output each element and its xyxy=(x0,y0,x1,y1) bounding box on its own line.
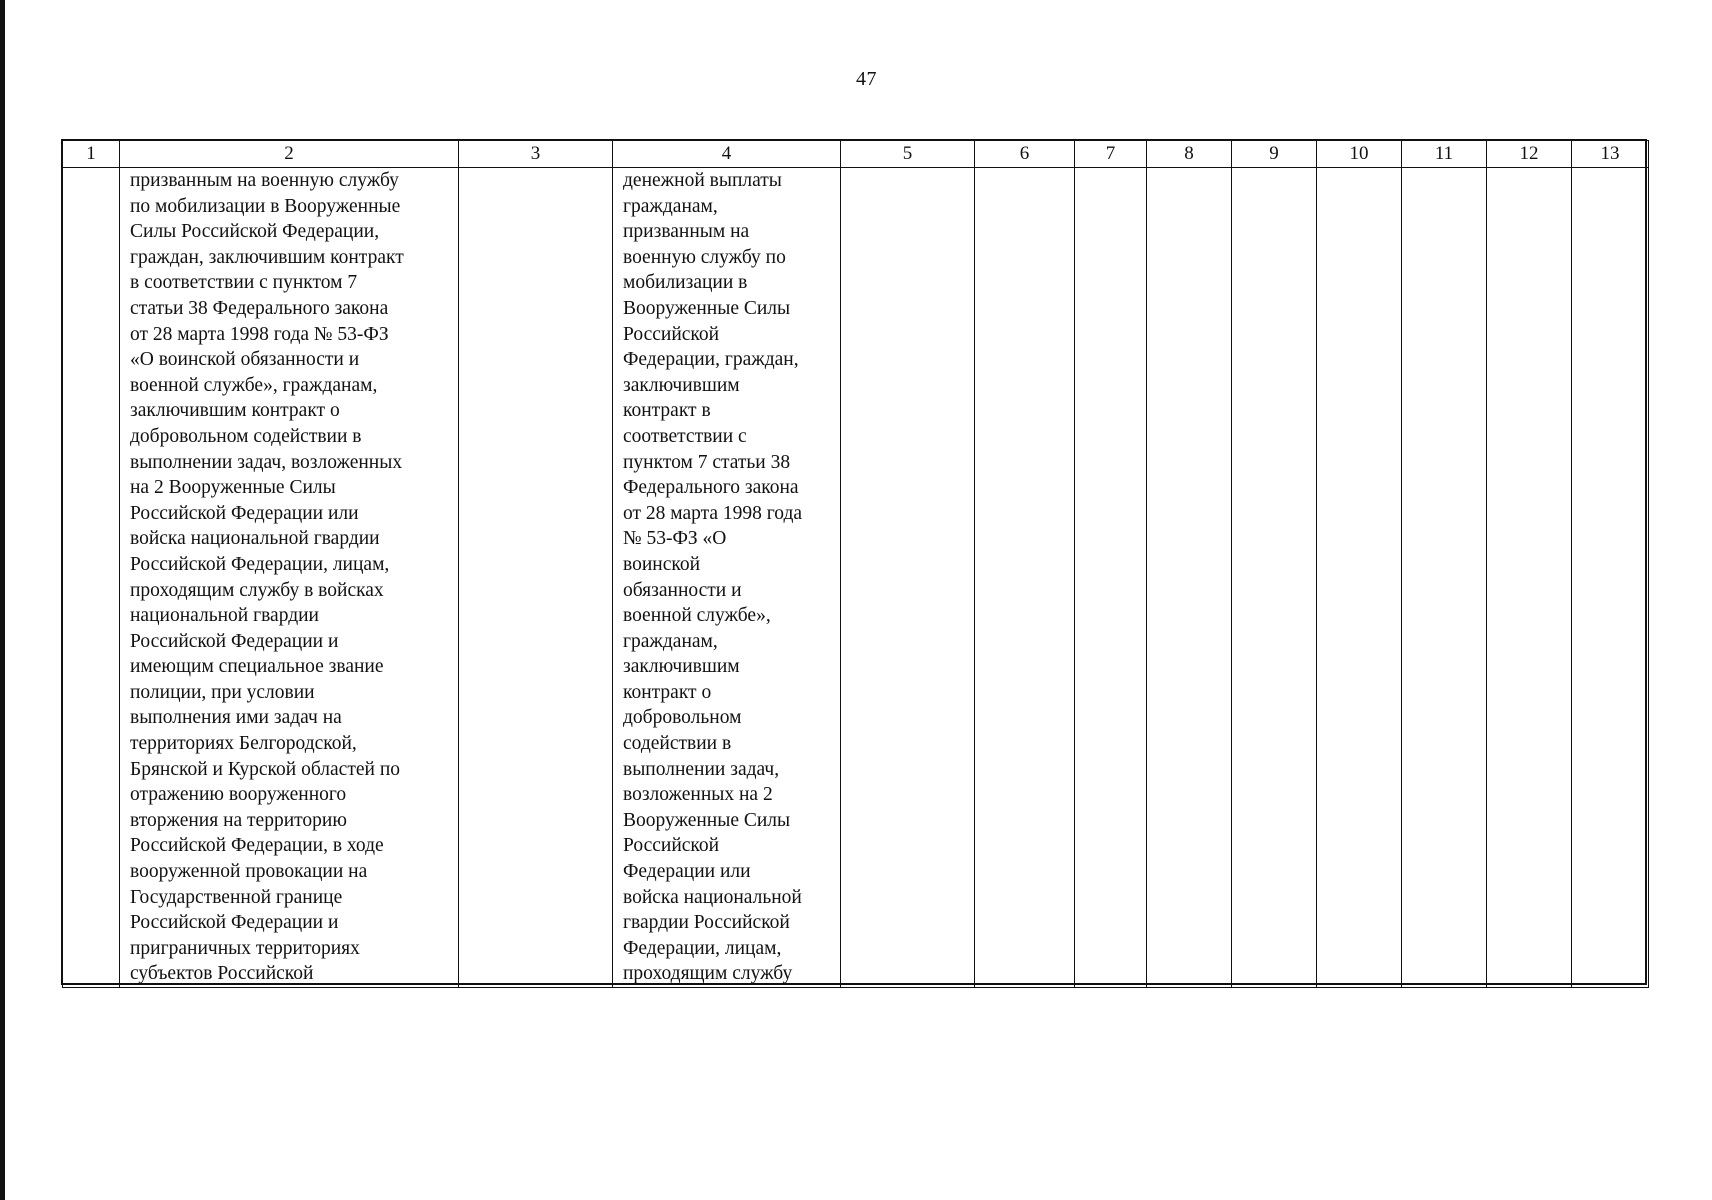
text-line: вооруженной провокации на xyxy=(130,861,368,883)
text-line: заключившим контракт о xyxy=(130,400,340,422)
text-line: Российской Федерации или xyxy=(130,502,359,524)
cell-col-1 xyxy=(63,168,120,988)
text-line: добровольном xyxy=(623,707,742,729)
column-header-3: 3 xyxy=(459,141,613,168)
text-line: денежной выплаты xyxy=(623,170,782,191)
cell-col-12 xyxy=(1487,168,1572,988)
text-line: Российской xyxy=(623,323,720,345)
text-line: Российской Федерации и xyxy=(130,630,339,652)
text-line: территориях Белгородской, xyxy=(130,733,357,755)
column-header-12: 12 xyxy=(1487,141,1572,168)
text-line: гражданам, xyxy=(623,195,718,217)
cell-col-8 xyxy=(1147,168,1232,988)
text-line: возложенных на 2 xyxy=(623,784,773,806)
cell-col-6 xyxy=(975,168,1075,988)
text-line: Российской Федерации, в ходе xyxy=(130,835,384,857)
scan-left-edge xyxy=(0,0,5,1200)
text-line: № 53-ФЗ «О xyxy=(623,528,727,550)
text-line: от 28 марта 1998 года xyxy=(623,502,803,524)
column-header-2: 2 xyxy=(120,141,459,168)
text-line: выполнении задач, возложенных xyxy=(130,451,403,473)
text-line: субъектов Российской xyxy=(130,963,314,985)
text-line: проходящим службу xyxy=(623,963,793,985)
text-line: пунктом 7 статьи 38 xyxy=(623,451,791,473)
cell-col-2 xyxy=(120,168,459,988)
cell-col-3 xyxy=(459,168,613,988)
document-table xyxy=(62,140,1649,988)
text-line: обязанности и xyxy=(623,579,742,601)
column-header-11: 11 xyxy=(1402,141,1487,168)
text-line: в соответствии с пунктом 7 xyxy=(130,272,358,294)
text-line: от 28 марта 1998 года № 53-ФЗ xyxy=(130,323,389,345)
text-line: содействии в xyxy=(623,733,732,755)
text-line: Вооруженные Силы xyxy=(623,297,791,319)
text-line: приграничных территориях xyxy=(130,937,360,959)
column-header-13: 13 xyxy=(1572,141,1649,168)
column-header-4: 4 xyxy=(613,141,841,168)
cell-col-13 xyxy=(1572,168,1649,988)
text-line: Российской Федерации, лицам, xyxy=(130,553,390,575)
text-line: выполнения ими задач на xyxy=(130,707,342,729)
column-header-10: 10 xyxy=(1317,141,1402,168)
text-line: национальной гвардии xyxy=(130,605,319,627)
column-4-text xyxy=(613,168,840,987)
text-line: Государственной границе xyxy=(130,886,343,908)
table-row xyxy=(63,168,1649,988)
text-line: Федерации, лицам, xyxy=(623,937,782,959)
column-header-5: 5 xyxy=(841,141,975,168)
text-line: Федерации, граждан, xyxy=(623,349,799,371)
text-line: отражению вооруженного xyxy=(130,784,347,806)
cell-col-10 xyxy=(1317,168,1402,988)
text-line: проходящим службу в войсках xyxy=(130,579,384,601)
page-number: 47 xyxy=(856,68,877,90)
text-line: по мобилизации в Вооруженные xyxy=(130,195,401,217)
column-header-8: 8 xyxy=(1147,141,1232,168)
text-line: «О воинской обязанности и xyxy=(130,349,360,371)
text-line: Российской xyxy=(623,835,720,857)
column-header-6: 6 xyxy=(975,141,1075,168)
text-line: военной службе», гражданам, xyxy=(130,374,378,396)
text-line: Брянской и Курской областей по xyxy=(130,758,401,780)
text-line: полиции, при условии xyxy=(130,681,315,703)
column-header-7: 7 xyxy=(1075,141,1147,168)
text-line: призванным на xyxy=(623,221,750,243)
text-line: мобилизации в xyxy=(623,272,748,294)
text-line: гвардии Российской xyxy=(623,912,790,934)
text-line: статьи 38 Федерального закона xyxy=(130,297,389,319)
text-line: гражданам, xyxy=(623,630,718,652)
text-line: призванным на военную службу xyxy=(130,170,399,191)
column-2-text xyxy=(120,168,458,987)
text-line: добровольном содействии в xyxy=(130,425,362,447)
column-header-1: 1 xyxy=(63,141,120,168)
text-line: войска национальной xyxy=(623,886,802,908)
text-line: соответствии с xyxy=(623,425,747,447)
text-line: военную службу по xyxy=(623,246,786,268)
text-line: войска национальной гвардии xyxy=(130,528,380,550)
text-line: Федерального закона xyxy=(623,477,799,499)
text-line: контракт о xyxy=(623,681,712,703)
text-line: вторжения на территорию xyxy=(130,809,347,831)
cell-col-11 xyxy=(1402,168,1487,988)
text-line: контракт в xyxy=(623,400,711,422)
text-line: имеющим специальное звание xyxy=(130,656,384,678)
cell-col-9 xyxy=(1232,168,1317,988)
cell-col-4 xyxy=(613,168,841,988)
text-line: воинской xyxy=(623,553,701,575)
text-line: на 2 Вооруженные Силы xyxy=(130,477,336,499)
cell-col-7 xyxy=(1075,168,1147,988)
column-header-9: 9 xyxy=(1232,141,1317,168)
text-line: заключившим xyxy=(623,656,740,678)
text-line: граждан, заключившим контракт xyxy=(130,246,404,268)
text-line: Силы Российской Федерации, xyxy=(130,221,380,243)
cell-col-5 xyxy=(841,168,975,988)
text-line: Вооруженные Силы xyxy=(623,809,791,831)
text-line: выполнении задач, xyxy=(623,758,780,780)
text-line: военной службе», xyxy=(623,605,771,627)
text-line: Российской Федерации и xyxy=(130,912,339,934)
text-line: заключившим xyxy=(623,374,740,396)
text-line: Федерации или xyxy=(623,861,751,883)
header-row xyxy=(63,141,1649,168)
